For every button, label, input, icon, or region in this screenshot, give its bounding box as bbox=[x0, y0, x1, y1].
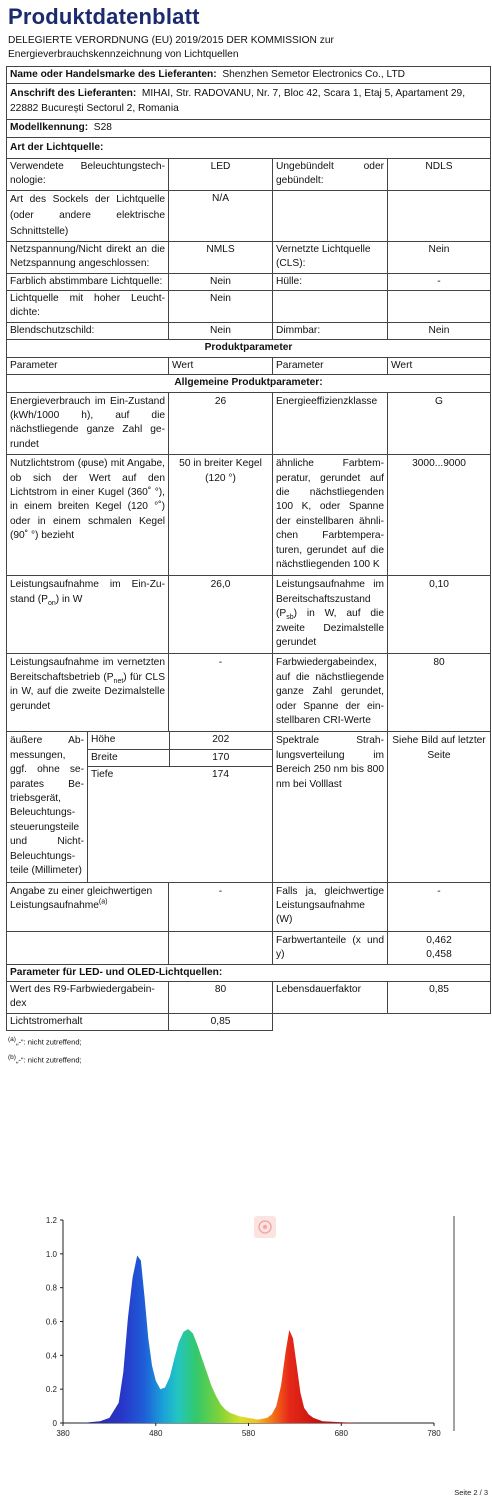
flux-row bbox=[7, 455, 491, 576]
dimensions-label: äußere Abmessungen, ggf. ohne separates Betriebsgerät, Beleuchtungssteuerungsteile und Nicht-Beleuchtungsteile (Millimeter) bbox=[7, 732, 88, 882]
column-header-value: Wert bbox=[169, 357, 273, 374]
survival-factor-label: Lebensdauerfaktor bbox=[273, 981, 388, 1013]
model-row bbox=[7, 120, 491, 137]
chart-ticks bbox=[46, 1216, 441, 1438]
datasheet-table bbox=[6, 66, 491, 1031]
x-tick-label: 380 bbox=[56, 1429, 70, 1438]
x-tick-label: 680 bbox=[334, 1429, 348, 1438]
cri-label: Farbwiedergabeindex, auf die nächstliegende ganze Zahl gerundet, oder Spanne der einstellbaren CRI-Werte bbox=[273, 654, 388, 732]
light-source-heading: Art der Lichtquelle: bbox=[7, 137, 491, 158]
y-tick-label: 0.2 bbox=[45, 1385, 57, 1395]
x-tick-label: 780 bbox=[427, 1429, 441, 1438]
energy-class-value: G bbox=[388, 392, 491, 455]
model-value: S28 bbox=[93, 122, 112, 134]
light-source-row bbox=[7, 190, 491, 241]
spectral-chart-svg bbox=[0, 1208, 492, 1448]
depth-label: Tiefe bbox=[88, 767, 169, 784]
depth-value: 174 bbox=[212, 769, 229, 781]
equivalent-power-watts-label: Falls ja, gleichwertige Leistungsaufnahme (W) bbox=[273, 882, 388, 931]
power-on-row bbox=[7, 576, 491, 654]
dimensions-subtable bbox=[88, 732, 273, 882]
empty-cell bbox=[388, 291, 491, 323]
socket-label: Art des Sockels der Lichtquelle (oder andere elektrische Schnittstelle) bbox=[7, 190, 169, 241]
cls-value: Nein bbox=[388, 241, 491, 273]
y-tick-label: 1.0 bbox=[45, 1249, 57, 1259]
column-header-value: Wert bbox=[388, 357, 491, 374]
y-tick-label: 0.4 bbox=[45, 1351, 57, 1361]
light-source-row bbox=[7, 322, 491, 339]
mains-label: Netzspannung/Nicht direkt an die Netzspannung angeschlossen: bbox=[7, 241, 169, 273]
light-source-row bbox=[7, 159, 491, 191]
y-tick-label: 0 bbox=[52, 1419, 57, 1428]
model-label: Modellkennung: bbox=[10, 122, 89, 134]
supplier-name-label: Name oder Handelsmarke des Lieferanten: bbox=[10, 69, 217, 80]
width-value: 170 bbox=[169, 749, 272, 766]
light-source-row bbox=[7, 291, 491, 323]
high-luminance-value: Nein bbox=[169, 291, 273, 323]
r9-value: 80 bbox=[169, 981, 273, 1013]
energy-consumption-label: Energieverbrauch im Ein-Zustand (kWh/1000 h), auf die nächstliegende ganze Zahl gerundet bbox=[7, 392, 169, 455]
chromaticity-value: 0,462 0,458 bbox=[388, 931, 491, 964]
spectral-chart bbox=[0, 1208, 492, 1448]
regulation-intro: DELEGIERTE VERORDNUNG (EU) 2019/2015 DER KOMMISSION zur Energieverbrauchskennzeichnung von Lichtquellen bbox=[8, 35, 334, 60]
column-header-parameter: Parameter bbox=[7, 357, 169, 374]
datasheet bbox=[6, 0, 490, 1066]
power-standby-value: 0,10 bbox=[388, 576, 491, 654]
spectral-distribution-label: Spektrale Strahlungsverteilung im Bereich 250 nm bis 800 nm bei Volllast bbox=[273, 732, 388, 882]
chromaticity-row bbox=[7, 931, 491, 964]
supplier-name-value: Shenzhen Semetor Electronics Co., LTD bbox=[222, 69, 406, 80]
equivalent-power-watts-value: - bbox=[388, 882, 491, 931]
equivalent-power-value: - bbox=[169, 882, 273, 931]
survival-factor-value: 0,85 bbox=[388, 981, 491, 1013]
height-value: 202 bbox=[169, 732, 272, 749]
power-net-row bbox=[7, 654, 491, 732]
power-on-label: Leistungsaufnahme im Ein-Zustand $(P_{on})$ in W bbox=[7, 576, 169, 654]
chromaticity-label: Farbwertanteile (x und y) bbox=[273, 931, 388, 964]
anti-glare-label: Blendschutzschild: bbox=[7, 322, 169, 339]
x-tick-label: 480 bbox=[149, 1429, 163, 1438]
equivalent-power-label: Angabe zu einer gleichwertigen Leistungsaufnahme$^{(a)}$ bbox=[7, 882, 169, 931]
tunable-label: Farblich abstimmbare Lichtquelle: bbox=[7, 273, 169, 290]
led-params-heading: Parameter für LED- und OLED-Lichtquellen: bbox=[7, 964, 491, 981]
footnote-a: $^{(a)}$„-“: nicht zutreffend; bbox=[8, 1036, 82, 1047]
power-networked-value: - bbox=[169, 654, 273, 732]
width-label: Breite bbox=[88, 749, 169, 766]
energy-row bbox=[7, 392, 491, 455]
socket-value: N/A bbox=[169, 190, 273, 241]
lumen-maintenance-label: Lichtstromerhalt bbox=[7, 1013, 169, 1030]
supplier-address-row bbox=[7, 84, 491, 120]
general-params-heading-row bbox=[7, 375, 491, 392]
page-title: Produktdatenblatt bbox=[8, 4, 200, 29]
mains-value: NMLS bbox=[169, 241, 273, 273]
spectrum-area bbox=[63, 1256, 434, 1424]
lumen-maintenance-value: 0,85 bbox=[169, 1013, 273, 1030]
empty-cell bbox=[7, 931, 169, 964]
energy-consumption-value: 26 bbox=[169, 392, 273, 455]
cri-value: 80 bbox=[388, 654, 491, 732]
r9-label: Wert des R9-Farbwiedergabeindex bbox=[7, 981, 169, 1013]
footnote-b: $^{(b)}$„-“: nicht zutreffend; bbox=[8, 1053, 82, 1065]
power-standby-label: Leistungsaufnahme im Bereitschaftszustand $(P_{sb})$ in W, auf die zweite Dezimalstelle gerundet bbox=[273, 576, 388, 654]
watermark-icon bbox=[254, 1216, 276, 1238]
dimmable-value: Nein bbox=[388, 322, 491, 339]
tunable-value: Nein bbox=[169, 273, 273, 290]
high-luminance-label: Lichtquelle mit hoher Leuchtdichte: bbox=[7, 291, 169, 323]
column-header-parameter: Parameter bbox=[273, 357, 388, 374]
energy-class-label: Energieeffizienzklasse bbox=[273, 392, 388, 455]
empty-cell bbox=[388, 190, 491, 241]
power-networked-label: Leistungsaufnahme im vernetzten Bereitschaftsbetrieb $(P_{net})$ für CLS in W, auf die zweite Dezimalstelle gerundet bbox=[7, 654, 169, 732]
directional-value: NDLS bbox=[388, 159, 491, 191]
empty-cell bbox=[169, 931, 273, 964]
page-number: Seite 2 / 3 bbox=[454, 1488, 488, 1497]
cct-label: ähnliche Farbtemperatur, gerundet auf die nächstliegenden 100 K, oder Spanne der einstellbaren ähnlichen Farbtemperaturen, gerundet auf die nächstliegenden 100 K bbox=[273, 455, 388, 576]
empty-cell bbox=[273, 190, 388, 241]
product-params-heading-row bbox=[7, 340, 491, 357]
anti-glare-value: Nein bbox=[169, 322, 273, 339]
dimmable-label: Dimmbar: bbox=[273, 322, 388, 339]
r9-row bbox=[7, 981, 491, 1013]
useful-flux-value: 50 in breiter Kegel (120 °) bbox=[169, 455, 273, 576]
light-source-heading-row bbox=[7, 137, 491, 158]
cct-value: 3000...9000 bbox=[388, 455, 491, 576]
lumen-maintenance-row bbox=[7, 1013, 491, 1030]
led-params-heading-row bbox=[7, 964, 491, 981]
x-tick-label: 580 bbox=[241, 1429, 256, 1438]
supplier-address-value: MIHAI, Str. RADOVANU, Nr. 7, Bloc 42, Scara 1, Etaj 5, Apartament 29, 22882 București Sectorul 2, Romania bbox=[10, 88, 466, 114]
light-source-row bbox=[7, 241, 491, 273]
dimensions-row bbox=[7, 732, 491, 882]
supplier-name-row bbox=[7, 67, 491, 84]
envelope-value: - bbox=[388, 273, 491, 290]
empty-cell bbox=[273, 291, 388, 323]
spectral-distribution-value: Siehe Bild auf letzter Seite bbox=[388, 732, 491, 882]
y-tick-label: 1.2 bbox=[45, 1216, 57, 1225]
light-source-row bbox=[7, 273, 491, 290]
y-tick-label: 0.6 bbox=[45, 1317, 57, 1327]
column-header-row bbox=[7, 357, 491, 374]
cls-label: Vernetzte Lichtquelle (CLS): bbox=[273, 241, 388, 273]
supplier-address-label: Anschrift des Lieferanten: bbox=[10, 88, 137, 100]
product-params-heading: Produktparameter bbox=[7, 340, 491, 357]
useful-flux-label: Nutzlichtstrom (φuse) mit Angabe, ob sich der Wert auf den Lichtstrom in einer Kugel (360˚ °), in einem breiten Kegel (120 °˚) oder in einem schmalen Kegel (90˚ °) bezieht bbox=[7, 455, 169, 576]
height-label: Höhe bbox=[88, 732, 169, 749]
technology-label: Verwendete Beleuchtungstechnologie: bbox=[7, 159, 169, 191]
power-on-value: 26,0 bbox=[169, 576, 273, 654]
directional-label: Ungebündelt oder gebündelt: bbox=[273, 159, 388, 191]
general-params-heading: Allgemeine Produktparameter: bbox=[7, 375, 491, 392]
y-tick-label: 0.8 bbox=[45, 1283, 57, 1293]
envelope-label: Hülle: bbox=[273, 273, 388, 290]
technology-value: LED bbox=[169, 159, 273, 191]
equivalent-power-row bbox=[7, 882, 491, 931]
